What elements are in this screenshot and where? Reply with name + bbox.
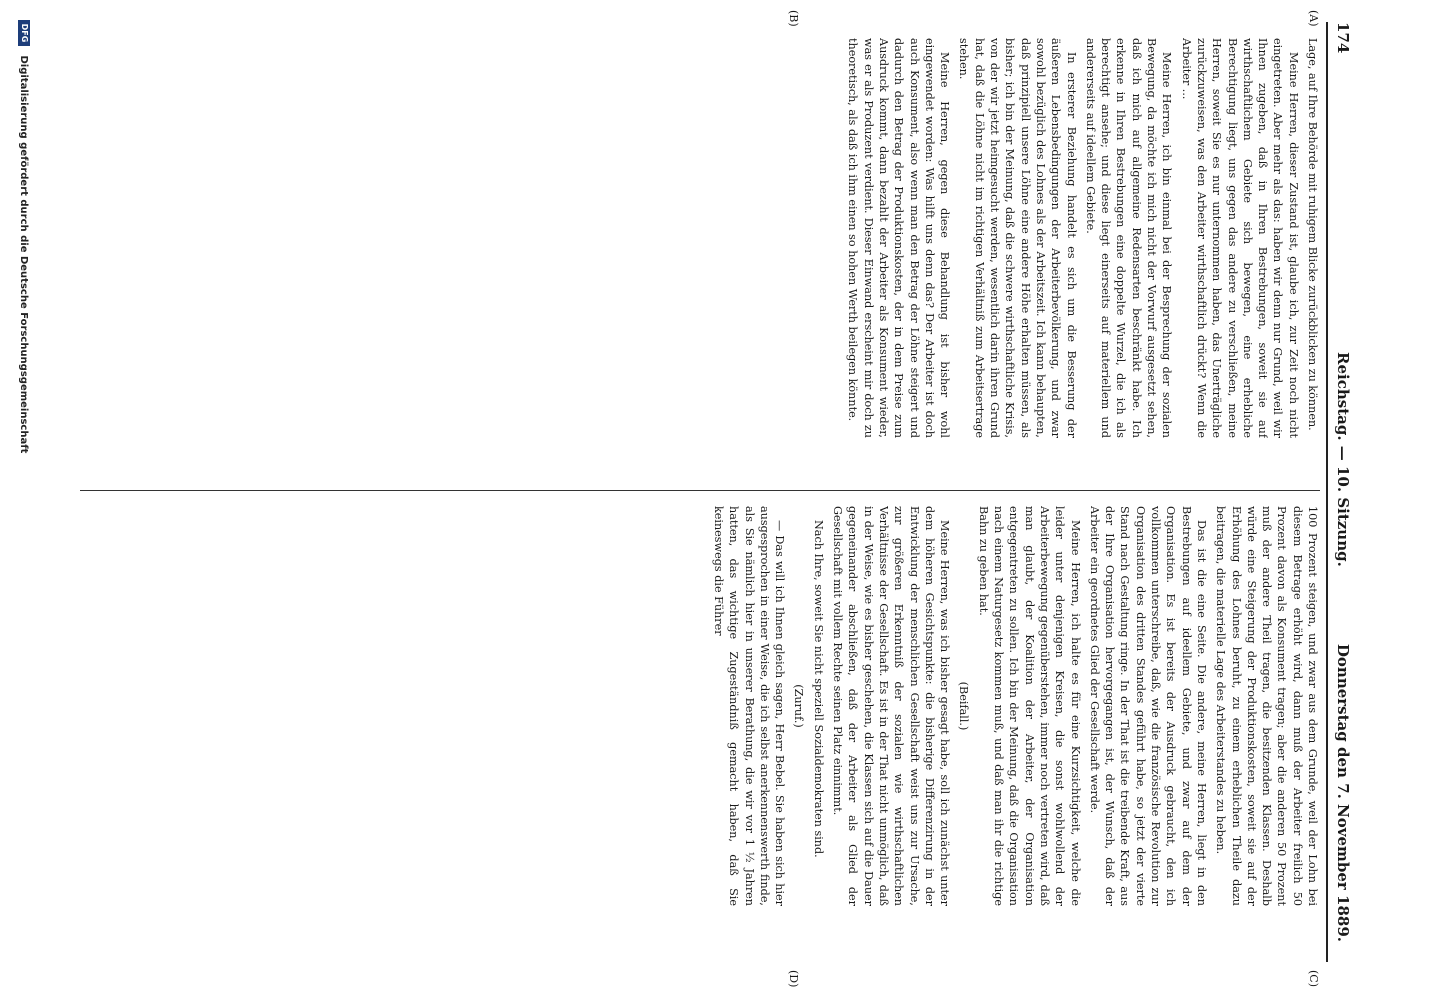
paragraph: Meine Herren, ich bin einmal bei der Besprechung der sozialen Bewegung, da möchte ich mich nicht der Vorwurf ausgesetzt sehen, daß ich mich auf allgemeine Redensarten beschränkt habe. Ich erkenne in Ihren Bestrebungen eine doppelte Wurzel, die ich als berechtigt ansehe; und diese liegt einerseits auf materiellem und andererseits auf ideellem Gebiete. [1083, 38, 1174, 438]
paragraph: Nach Ihre, soweit Sie nicht speziell Sozialdemokraten sind. [811, 520, 825, 858]
session-date: Donnerstag den 7. November 1889. [1334, 643, 1352, 942]
paragraph: Meine Herren, gegen diese Behandlung ist bisher wohl eingewendet worden: Was hilft uns denn das? Der Arbeiter ist doch auch Konsument, also wenn man den Betrag der Löhne steigert und dadurch den Betrag der Produktionskosten, der in dem Preise zum Ausdruck kommt, dann bezahlt der Arbeiter als Konsument wieder, was er als Produzent verdient. Dieser Einwand erscheint mir doch zu theoretisch, als daß ich ihm einen so hohen Werth beilegen könnte. [846, 38, 952, 438]
interjection: (Zuruf.) [792, 684, 806, 728]
dfg-logo: DFG [18, 20, 30, 46]
footer-text: Digitalisierung gefördert durch die Deutsche Forschungsgemeinschaft [18, 55, 29, 454]
paragraph: 100 Prozent steigen, und zwar aus dem Grunde, weil der Lohn bei diesem Betrage erhöht wird, dann muß der Arbeiter freilich 50 Prozent davon als Konsument tragen; aber die anderen 50 Prozent muß der andere Theil tragen, die besitzenden Klassen. Deshalb würde eine Steigerung der Produktionskosten, soweit sie auf der Erhöhung des Lohnes beruht, zu einem erheblichen Theile dazu beitragen, die materielle Lage des Arbeiterstandes zu heben. [1214, 506, 1319, 906]
paragraph: In ersterer Beziehung handelt es sich um die Besserung der äußeren Lebensbedingungen der Arbeiterbevölkerung, und zwar sowohl bezüglich des Lohnes als der Arbeitszeit. Ich kann behaupten, daß prinzipiell unsere Löhne eine andere Höhe erhalten müssen, als bisher; ich bin der Meinung, daß die schwere wirthschaftliche Krisis, von der wir jetzt heimgesucht werden, wesentlich darin ihren Grund hat, daß die Löhne nicht im richtigen Verhältniß zum Arbeitsertrage stehen. [957, 38, 1078, 438]
paragraph: Lage, auf Ihre Behörde mit ruhigem Blicke zurückblicken zu können. [1306, 38, 1319, 431]
margin-marker-b: (B) [787, 10, 800, 27]
margin-marker-a: (A) [1307, 10, 1320, 27]
paragraph: Meine Herren, dieser Zustand ist, glaube ich, zur Zeit noch nicht eingetreten. Aber mehr als das: haben wir denn nur Grund, weil wir Ihnen zugeben, daß in Ihren Bestrebungen, soweit sie auf wirthschaftlichem Gebiete sich bewegen, eine erhebliche Berechtigung liegt, uns gegen das andere zu verschließen, meine Herren, soweit Sie es nur unternommen haben, das Unerträgliche zurückzuweisen, was den Arbeiter wirthschaftlich drückt? Wenn die Arbeiter ... [1179, 38, 1300, 438]
margin-marker-c: (C) [1307, 970, 1320, 987]
paragraph: Das ist die eine Seite. Die andere, meine Herren, liegt in den Bestrebungen auf ideellem Gebiete, und zwar auf dem der Organisation. Es ist bereits der Ausdruck gebraucht, den ich vollkommen unterschreibe, daß, wie die französische Revolution zur Organisation des dritten Standes geführt habe, so jetzt der vierte Stand nach Gestaltung ringe. In der That ist die treibende Kraft, aus der Ihre Organisation hervorgegangen ist, der Wunsch, daß der Arbeiter ein geordnetes Glied der Gesellschaft werde. [1087, 506, 1208, 906]
right-column [80, 506, 1320, 906]
interjection: (Beifall.) [957, 681, 971, 731]
left-column [80, 38, 1320, 438]
header-rule [1326, 22, 1328, 962]
paragraph: — Das will ich Ihnen gleich sagen, Herr Bebel. Sie haben sich hier ausgesprochen in einer Weise, die ich selbst anerkennenswerth finde, als Sie nämlich hier in unserer Berathung, die wir vor 1 ½ Jahren hatten, das wichtige Zugeständniß gemacht haben, daß Sie keineswegs die Führer [712, 506, 787, 906]
paragraph: Meine Herren, ich halte es für eine Kurzsichtigkeit, welche die leider unter denjenigen Kreisen, die sonst wohlwollend der Arbeiterbewegung gegenüberstehen, immer noch vertreten wird, daß man glaubt, der Koalition der Arbeiter, der Organisation entgegentreten zu sollen. Ich bin der Meinung, daß die Organisation nach einem Naturgesetz kommen muß, und daß man ihr die richtige Bahn zu geben hat. [976, 506, 1082, 906]
margin-marker-d: (D) [787, 970, 800, 988]
page-number: 174 [1334, 22, 1352, 54]
column-divider [80, 490, 1320, 491]
page-header [1330, 22, 1352, 942]
footer-credit [18, 20, 30, 980]
page-title: Reichstag. — 10. Sitzung. [1334, 352, 1352, 567]
paragraph: Meine Herren, was ich bisher gesagt habe, soll ich zunächst unter dem höheren Gesichtspunkte: die bisherige Differenzirung in der Entwicklung der menschlichen Gesellschaft weist uns zur Ursache, zur größeren Erkenntniß der sozialen wie wirthschaftlichen Verhältnisse der Gesellschaft. Es ist in der That nicht unmöglich, daß in der Weise, wie es bisher geschehen, die Klassen sich auf die Dauer gegeneinander abschließen, daß der Arbeiter als Glied der Gesellschaft mit vollem Rechte seinen Platz einnimmt. [831, 506, 952, 906]
